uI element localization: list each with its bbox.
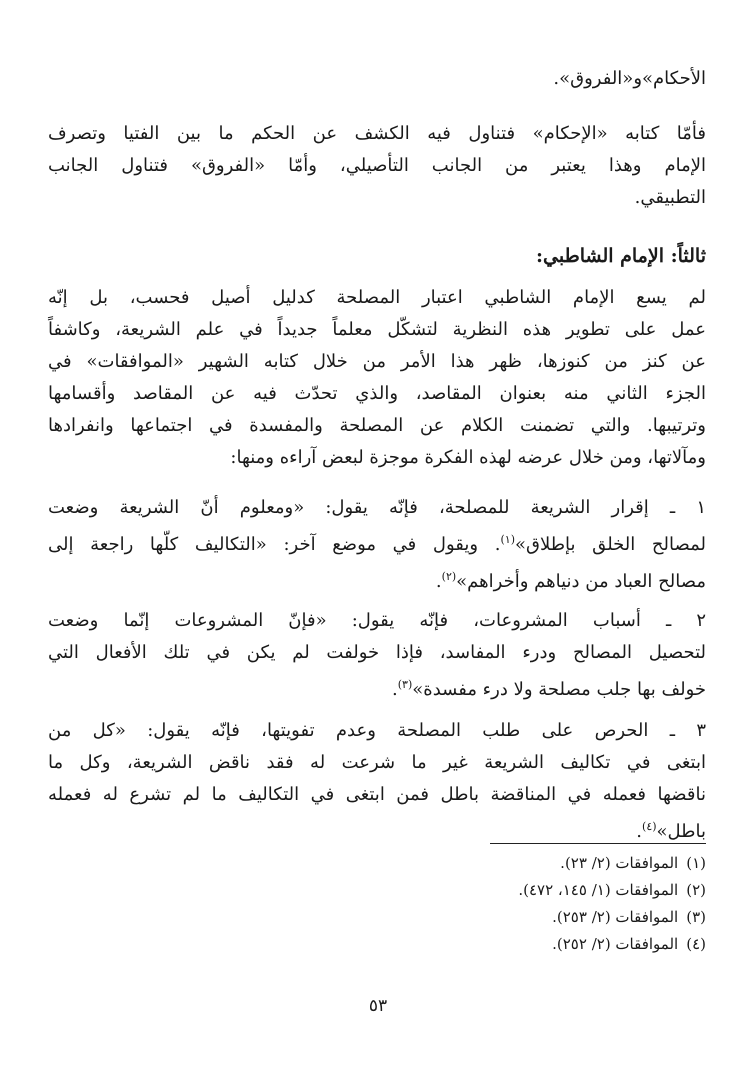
- footnote-text: الموافقات (٢/ ٢٥٢).: [552, 935, 679, 953]
- text-segment: خولف بها جلب مصلحة ولا درء مفسدة»: [412, 679, 706, 700]
- text-line: لم يسع الإمام الشاطبي اعتبار المصلحة كدليل أصيل فحسب، بل إنّه: [48, 287, 706, 308]
- text-line: [48, 669, 706, 706]
- text-line: [48, 561, 706, 598]
- footnote-number: (٢): [686, 881, 706, 899]
- text-segment: .: [392, 679, 398, 700]
- text-line: فأمّا كتابه «الإحكام» فتناول فيه الكشف عن الحكم ما بين الفتيا وتصرف: [48, 123, 706, 144]
- footnote-number: (٣): [686, 908, 706, 926]
- text-line: ناقضها فعمله في المناقضة باطل فمن ابتغى في التكاليف ما لم تشرع له فعمله: [48, 784, 706, 805]
- footnote-text: الموافقات (٢/ ٢٣).: [560, 854, 679, 872]
- text-line: [48, 524, 706, 561]
- footnote-ref-3: (٣): [397, 678, 413, 691]
- text-segment: لمصالح الخلق بإطلاق»: [515, 534, 706, 555]
- list-item-3: [48, 715, 706, 848]
- list-item-1: [48, 492, 706, 598]
- footnote-4: [518, 931, 706, 958]
- footnote-ref-2: (٢): [441, 570, 457, 583]
- text-line: الإمام وهذا يعتبر من الجانب التأصيلي، وأمّا «الفروق» فتناول الجانب: [48, 155, 706, 176]
- text-line: ١ ـ إقرار الشريعة للمصلحة، فإنّه يقول: «ومعلوم أنّ الشريعة وضعت: [48, 497, 706, 518]
- footnote-divider: [490, 843, 706, 844]
- paragraph-qarafi-books: [48, 118, 706, 214]
- text-line: عمل على تطوير هذه النظرية لتشكّل معلماً جديداً في علم الشريعة، وكاشفاً: [48, 319, 706, 340]
- footnote-2: [518, 877, 706, 904]
- text-line: ٢ ـ أسباب المشروعات، فإنّه يقول: «فإنّ المشروعات إنّما وضعت: [48, 610, 706, 631]
- text-line: الجزء الثاني منه بعنوان المقاصد، والذي تحدّث فيه عن المقاصد وأقسامها: [48, 383, 706, 404]
- text-line: التطبيقي.: [634, 187, 706, 208]
- section-heading: ثالثاً: الإمام الشاطبي:: [536, 245, 706, 267]
- text-line: لتحصيل المصالح ودرء المفاسد، فإذا خولفت لم يكن في تلك الأفعال التي: [48, 642, 706, 663]
- text-segment: . ويقول في موضع آخر: «التكاليف كلّها راجعة إلى: [48, 534, 501, 555]
- continuation-line: الأحكام»و«الفروق».: [553, 68, 706, 89]
- text-segment: .: [636, 821, 643, 842]
- text-line: عن كنز من كنوزها، ظهر هذا الأمر من خلال كتابه الشهير «الموافقات» في: [48, 351, 706, 372]
- footnotes: [518, 850, 706, 958]
- footnote-number: (٤): [686, 935, 706, 953]
- paragraph-shatibi-intro: [48, 282, 706, 474]
- text-segment: باطل»: [656, 821, 706, 842]
- footnote-3: [518, 904, 706, 931]
- footnote-ref-1: (١): [500, 533, 515, 546]
- list-item-2: [48, 605, 706, 706]
- page-number: ٥٣: [368, 996, 388, 1016]
- footnote-text: الموافقات (١/ ١٤٥، ٤٧٢).: [518, 881, 679, 899]
- footnote-ref-4: (٤): [642, 820, 657, 833]
- footnote-text: الموافقات (٢/ ٢٥٣).: [552, 908, 679, 926]
- footnote-number: (١): [686, 854, 706, 872]
- text-line: ٣ ـ الحرص على طلب المصلحة وعدم تفويتها، فإنّه يقول: «كل من: [48, 720, 706, 741]
- text-line: ومآلاتها، ومن خلال عرضه لهذه الفكرة موجزة لبعض آراءه ومنها:: [230, 447, 706, 468]
- text-line: ابتغى في تكاليف الشريعة غير ما شرعت له فقد ناقض الشريعة، وكل ما: [48, 752, 706, 773]
- text-line: وترتيبها. والتي تضمنت الكلام عن المصلحة والمفسدة في اجتماعها وانفرادها: [48, 415, 706, 436]
- text-segment: .: [435, 571, 442, 592]
- text-segment: مصالح العباد من دنياهم وأخراهم»: [456, 571, 706, 592]
- footnote-1: [518, 850, 706, 877]
